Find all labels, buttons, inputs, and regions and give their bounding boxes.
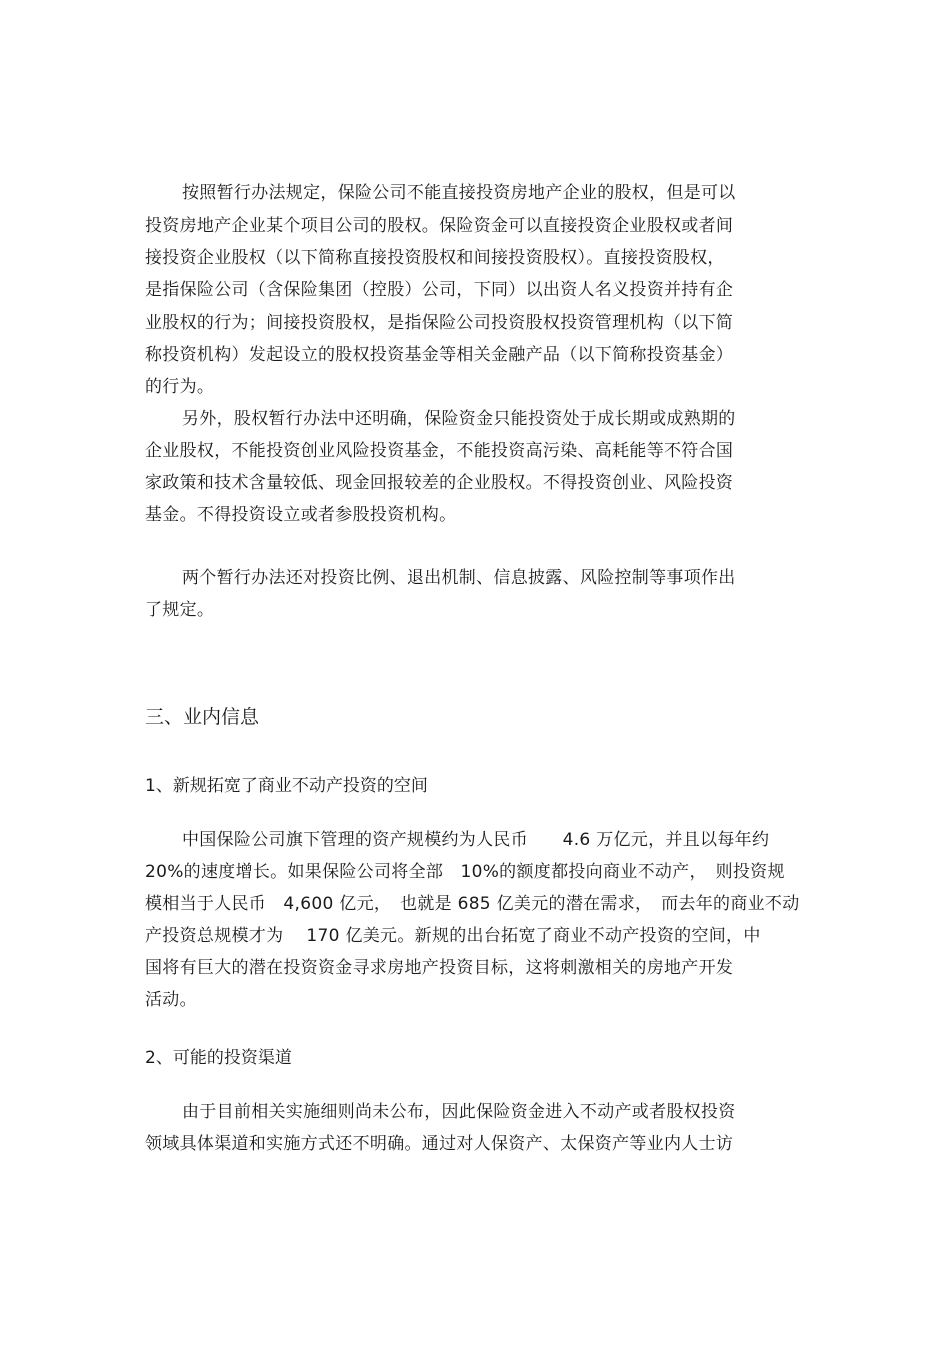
paragraph-1-line-5: 业股权的行为；间接投资股权，是指保险公司投资股权投资管理机构（以下简	[145, 313, 734, 333]
paragraph-3-line-2: 了规定。	[145, 600, 215, 620]
subsection-1-heading: 1、新规拓宽了商业不动产投资的空间	[145, 776, 428, 796]
paragraph-1-line-6: 称投资机构）发起设立的股权投资基金等相关金融产品（以下简称投资基金）	[145, 345, 734, 365]
paragraph-5-line-2: 领域具体渠道和实施方式还不明确。通过对人保资产、太保资产等业内人士访	[145, 1134, 734, 1154]
paragraph-2-line-3: 家政策和技术含量较低、现金回报较差的企业股权。不得投资创业、风险投资	[145, 473, 734, 493]
paragraph-1-line-4: 是指保险公司（含保险集团（控股）公司，下同）以出资人名义投资并持有企	[145, 280, 734, 300]
paragraph-4-line-6: 活动。	[145, 990, 197, 1010]
paragraph-4-line-2: 20%的速度增长。如果保险公司将全部 10%的额度都投向商业不动产， 则投资规	[145, 862, 785, 882]
paragraph-1-line-7: 的行为。	[145, 377, 215, 397]
paragraph-2-line-4: 基金。不得投资设立或者参股投资机构。	[145, 505, 457, 525]
paragraph-4-line-4: 产投资总规模才为 170 亿美元。新规的出台拓宽了商业不动产投资的空间，中	[145, 926, 761, 946]
section-heading: 三、业内信息	[145, 706, 260, 728]
paragraph-1-line-1: 按照暂行办法规定，保险公司不能直接投资房地产企业的股权，但是可以	[182, 183, 736, 203]
paragraph-2-line-2: 企业股权，不能投资创业风险投资基金，不能投资高污染、高耗能等不符合国	[145, 441, 734, 461]
paragraph-4-line-5: 国将有巨大的潜在投资资金寻求房地产投资目标，这将刺激相关的房地产开发	[145, 958, 734, 978]
paragraph-3-line-1: 两个暂行办法还对投资比例、退出机制、信息披露、风险控制等事项作出	[182, 568, 736, 588]
paragraph-1-line-3: 接投资企业股权（以下简称直接投资股权和间接投资股权）。直接投资股权，	[145, 248, 725, 268]
paragraph-5-line-1: 由于目前相关实施细则尚未公布，因此保险资金进入不动产或者股权投资	[182, 1102, 736, 1122]
subsection-2-heading: 2、可能的投资渠道	[145, 1048, 292, 1068]
paragraph-4-line-3: 模相当于人民币 4,600 亿元， 也就是 685 亿美元的潜在需求， 而去年的商业不动	[145, 894, 800, 914]
paragraph-2-line-1: 另外，股权暂行办法中还明确，保险资金只能投资处于成长期或成熟期的	[182, 409, 736, 429]
paragraph-1-line-2: 投资房地产企业某个项目公司的股权。保险资金可以直接投资企业股权或者间	[145, 216, 734, 236]
paragraph-4-line-1: 中国保险公司旗下管理的资产规模约为人民币 4.6 万亿元，并且以每年约	[182, 830, 770, 850]
